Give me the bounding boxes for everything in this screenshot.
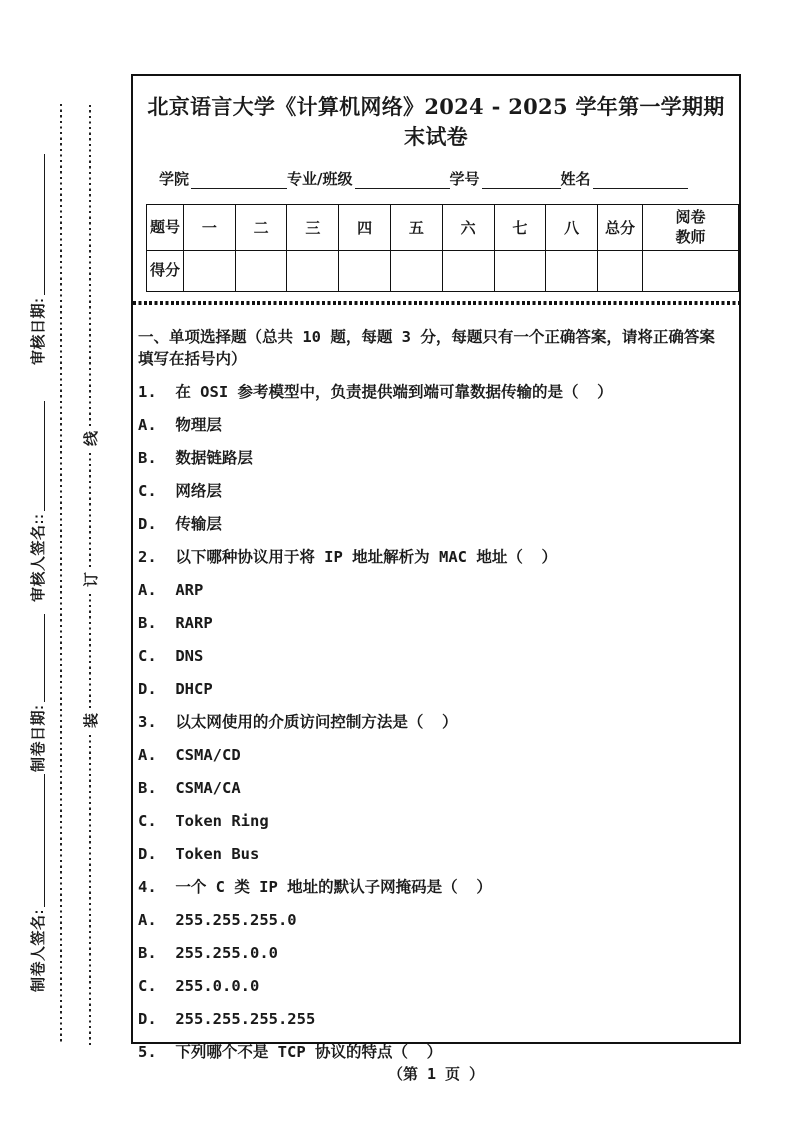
- dotted-separator: [133, 301, 739, 305]
- gutter-label-group: [26, 773, 48, 992]
- option-text: A. 物理层: [138, 416, 222, 434]
- score-table-header-cell: 四: [339, 205, 391, 251]
- field-blank-line: [482, 173, 561, 189]
- option-text: C. DNS: [138, 647, 204, 665]
- binding-char: 订: [82, 571, 100, 587]
- score-table-header-cell-text: 阅卷教师: [675, 209, 706, 246]
- score-empty-cell: [643, 251, 739, 292]
- score-table-header-cell: 总分: [598, 205, 643, 251]
- score-table-header-row: [147, 205, 739, 251]
- question-text: 2. 以下哪种协议用于将 IP 地址解析为 MAC 地址（ ）: [138, 548, 557, 566]
- score-empty-cell: [235, 251, 287, 292]
- score-table-header-cell: 一: [183, 205, 235, 251]
- score-table-header-cell-text: 题号: [149, 218, 180, 236]
- question-text: 3. 以太网使用的介质访问控制方法是（ ）: [138, 713, 458, 731]
- gutter-label-group: [26, 400, 48, 602]
- gutter-signature-line: [26, 614, 45, 703]
- score-table-header-cell: [147, 205, 184, 251]
- score-table-header-cell: 六: [442, 205, 494, 251]
- score-empty-cell: [287, 251, 339, 292]
- score-empty-cell: [598, 251, 643, 292]
- score-table-header-cell: 三: [287, 205, 339, 251]
- field-blank-line: [355, 173, 450, 189]
- option-text: B. CSMA/CA: [138, 779, 241, 797]
- field-blank-line: [191, 173, 287, 189]
- score-empty-cell: [339, 251, 391, 292]
- gutter-signature-line: [26, 154, 45, 296]
- gutter-label: 审核人签名::: [29, 513, 47, 602]
- option-text: D. DHCP: [138, 680, 213, 698]
- exam-title: 北京语言大学《计算机网络》2024 - 2025 学年第一学期期末试卷: [147, 94, 725, 149]
- field-label: 学院: [159, 170, 190, 188]
- field-label: 专业/班级: [287, 170, 353, 188]
- option-text: C. Token Ring: [138, 812, 269, 830]
- binding-dots: [89, 105, 91, 426]
- option-text: A. CSMA/CD: [138, 746, 241, 764]
- score-empty-cell: [183, 251, 235, 292]
- exam-sheet: [131, 74, 741, 1061]
- score-table-header-cell: 八: [546, 205, 598, 251]
- option-text: D. Token Bus: [138, 845, 260, 863]
- option-text: B. RARP: [138, 614, 213, 632]
- score-empty-cell: [442, 251, 494, 292]
- score-table-header-cell: 五: [391, 205, 443, 251]
- field-blank-line: [593, 173, 688, 189]
- gutter-label: 制卷日期:: [29, 704, 47, 772]
- option-text: B. 255.255.0.0: [138, 944, 278, 962]
- option-text: C. 255.0.0.0: [138, 977, 260, 995]
- option-text: A. ARP: [138, 581, 204, 599]
- score-table-header-cell: [643, 205, 739, 251]
- score-table-header-cell: 二: [235, 205, 287, 251]
- field-label: 学号: [449, 170, 480, 188]
- gutter-signature-line: [26, 401, 45, 512]
- score-row-label: 得分: [149, 262, 180, 280]
- gutter-label: 审核日期:: [29, 297, 47, 365]
- question-text: 1. 在 OSI 参考模型中，负责提供端到端可靠数据传输的是（ ）: [138, 383, 613, 401]
- gutter-label: 制卷人签名:: [29, 909, 47, 992]
- option-text: B. 数据链路层: [138, 449, 253, 467]
- binding-char: 线: [82, 430, 100, 446]
- binding-dotted-line: [60, 104, 62, 1045]
- score-table-header-cell: 七: [494, 205, 546, 251]
- binding-char: 装: [82, 712, 100, 728]
- score-row-label-cell: [147, 251, 184, 292]
- binding-line-strip: [78, 105, 102, 1045]
- binding-dots: [89, 592, 91, 708]
- student-info-row: [159, 168, 729, 189]
- page-number: （第 1 页 ）: [387, 1065, 485, 1083]
- binding-dots: [89, 733, 91, 1045]
- option-text: D. 传输层: [138, 515, 222, 533]
- section-title: 一、单项选择题（总共 10 题，每题 3 分，每题只有一个正确答案，请将正确答案填写在括号内）: [138, 328, 715, 368]
- gutter-label-group: [26, 613, 48, 772]
- binding-dots: [89, 451, 91, 567]
- question-body: [138, 326, 727, 1063]
- question-text: 4. 一个 C 类 IP 地址的默认子网掩码是（ ）: [138, 878, 492, 896]
- field-label: 姓名: [560, 170, 591, 188]
- score-table-score-row: [147, 251, 739, 292]
- score-empty-cell: [391, 251, 443, 292]
- option-text: D. 255.255.255.255: [138, 1010, 316, 1028]
- score-empty-cell: [494, 251, 546, 292]
- score-empty-cell: [546, 251, 598, 292]
- option-text: A. 255.255.255.0: [138, 911, 297, 929]
- gutter-label-group: [26, 153, 48, 365]
- score-table: [146, 204, 739, 292]
- gutter-signature-line: [26, 774, 45, 907]
- question-text: 5. 下列哪个不是 TCP 协议的特点（ ）: [138, 1043, 443, 1061]
- option-text: C. 网络层: [138, 482, 222, 500]
